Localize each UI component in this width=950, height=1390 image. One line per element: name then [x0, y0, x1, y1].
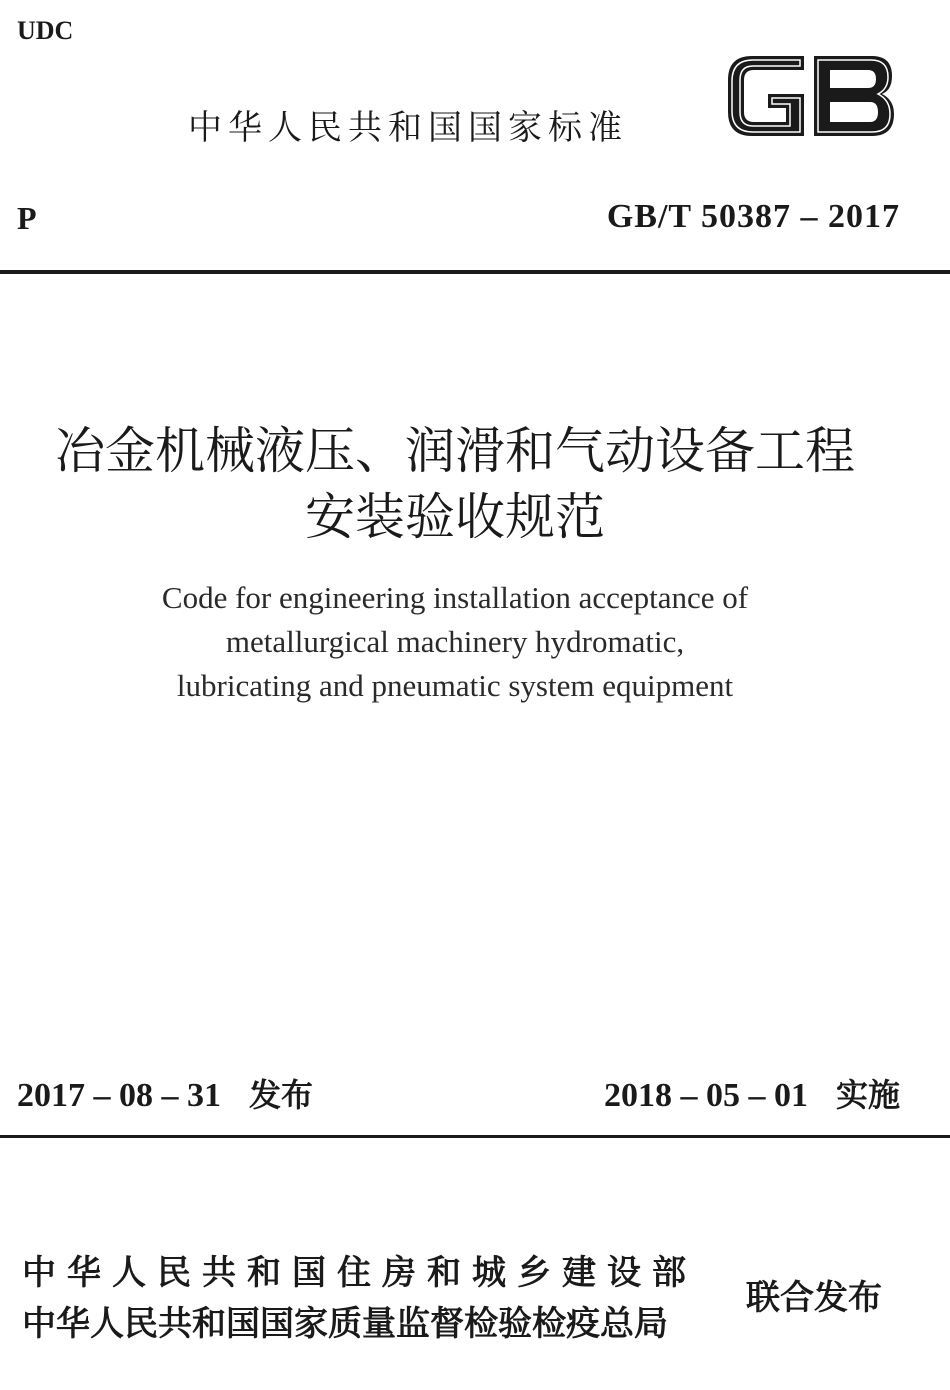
english-title-line-2: metallurgical machinery hydromatic,: [225, 624, 685, 659]
standard-number: GB/T 50387 – 2017: [606, 198, 900, 235]
udc-label: UDC: [17, 16, 74, 45]
bottom-divider: [0, 1135, 950, 1138]
gb-logo: [722, 50, 898, 142]
implement-date-block: [604, 1070, 900, 1116]
chinese-title-line-2: 安装验收规范: [305, 488, 605, 546]
publisher-aqsiq: 中华人民共和国国家质量监督检验检疫总局: [22, 1304, 668, 1344]
top-divider: [0, 270, 950, 274]
chinese-title-line-1: 冶金机械液压、润滑和气动设备工程: [55, 422, 855, 480]
issue-label: 发布: [249, 1076, 314, 1114]
issue-date-block: [17, 1070, 313, 1116]
implement-label: 实施: [835, 1076, 900, 1114]
joint-issue-label: 联合发布: [746, 1278, 882, 1318]
english-title-line-3: lubricating and pneumatic system equipment: [176, 668, 734, 703]
english-title: [0, 576, 910, 708]
national-standard-heading: 中华人民共和国国家标准: [188, 108, 628, 148]
issue-date: 2017 – 08 – 31: [17, 1077, 221, 1114]
publisher-ministry: 中华人民共和国住房和城乡建设部: [22, 1253, 697, 1293]
category-code: P: [17, 200, 37, 236]
chinese-title: [0, 418, 910, 550]
english-title-line-1: Code for engineering installation acceptance of: [161, 580, 749, 615]
implement-date: 2018 – 05 – 01: [603, 1077, 808, 1114]
